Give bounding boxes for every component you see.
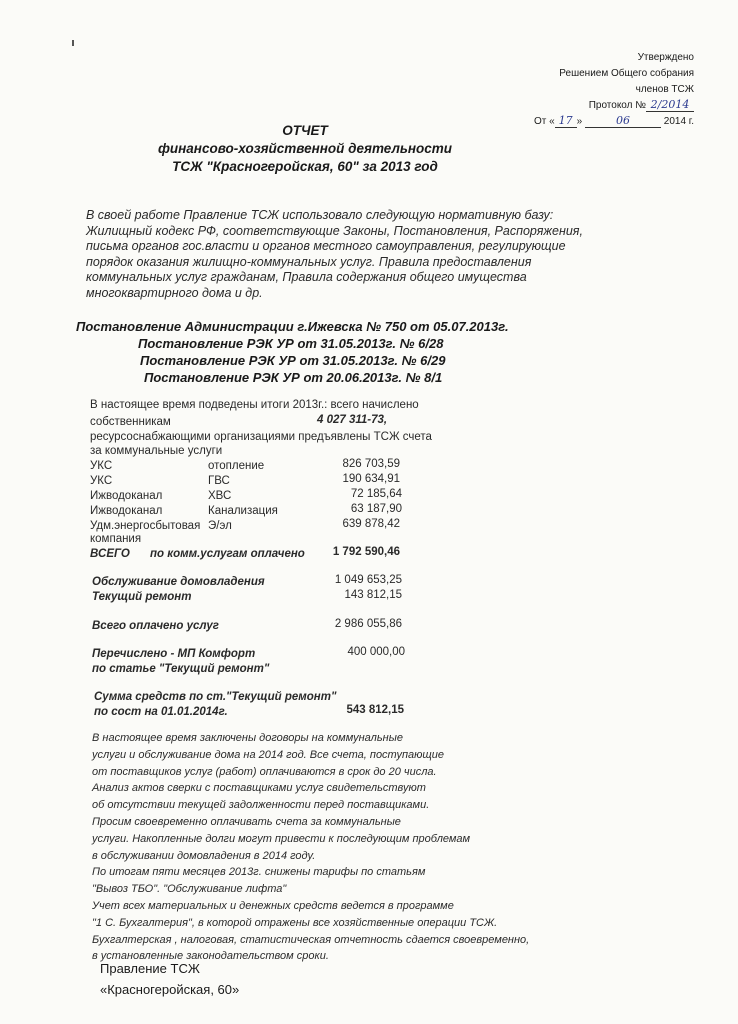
date-mid: » xyxy=(576,116,583,127)
report-title xyxy=(140,122,470,176)
transfer-line-2: по статье "Текущий ремонт" xyxy=(92,663,270,675)
closing-line: Анализ актов сверки с поставщиками услуг свидетельствуют xyxy=(92,782,426,795)
total-label: ВСЕГО xyxy=(90,548,130,560)
decree-item: Постановление РЭК УР от 31.05.2013г. № 6/29 xyxy=(140,353,446,368)
repair-sum-amount: 543 812,15 xyxy=(346,704,404,716)
date-month: 06 xyxy=(585,115,661,128)
services-total-amount: 2 986 055,86 xyxy=(334,618,402,630)
approval-date-line xyxy=(534,114,694,130)
utility-service: Канализация xyxy=(208,505,278,517)
utility-org: Ижводоканал xyxy=(90,490,163,502)
closing-line: в обслуживании домовладения в 2014 году. xyxy=(92,849,316,862)
utility-service: ГВС xyxy=(208,475,230,487)
date-prefix: От « xyxy=(533,116,555,127)
closing-line: от поставщиков услуг (работ) оплачиваются в срок до 20 числа. xyxy=(92,765,437,778)
utility-amount: 639 878,42 xyxy=(342,518,400,530)
intro-line: коммунальных услуг гражданам, Правила содержания общего имущества xyxy=(86,270,527,284)
approval-line-1: Утверждено xyxy=(637,52,694,63)
closing-line: услуги и обслуживание дома на 2014 год. Все счета, поступающие xyxy=(92,748,445,761)
closing-line: Учет всех материальных и денежных средств ведется в программе xyxy=(92,899,454,912)
title-line-2: финансово-хозяйственной деятельности xyxy=(157,141,453,156)
intro-paragraph xyxy=(86,208,583,301)
accrual-owners-label: собственникам xyxy=(90,416,171,428)
title-line-1: ОТЧЕТ xyxy=(282,123,328,138)
accrual-line-4: за коммунальные услуги xyxy=(90,445,223,457)
repair-sum-line-2: по сост на 01.01.2014г. xyxy=(94,706,228,718)
approval-block xyxy=(534,50,694,130)
utility-org-cont: компания xyxy=(90,533,142,545)
closing-paragraph xyxy=(92,730,529,965)
repair-label: Текущий ремонт xyxy=(92,591,192,603)
closing-line: По итогам пяти месяцев 2013г. снижены тарифы по статьям xyxy=(92,866,426,879)
services-total-label: Всего оплачено услуг xyxy=(92,620,219,632)
repair-sum-line-1: Сумма средств по ст."Текущий ремонт" xyxy=(94,691,337,703)
closing-line: Просим своевременно оплачивать счета за коммунальные xyxy=(92,815,401,828)
intro-line: порядок оказания жилищно-коммунальных услуг. Правила предоставления xyxy=(86,254,532,269)
closing-line: В настоящее время заключены договоры на коммунальные xyxy=(92,732,403,744)
intro-line: В своей работе Правление ТСЖ использовало следующую нормативную базу: xyxy=(86,208,554,222)
signature-line-2: «Красногеройская, 60» xyxy=(100,982,240,997)
transfer-amount: 400 000,00 xyxy=(347,646,405,658)
utility-org: УКС xyxy=(90,475,113,487)
decree-item: Постановление РЭК УР от 31.05.2013г. № 6/28 xyxy=(138,336,444,351)
total-amount: 1 792 590,46 xyxy=(332,546,400,558)
protocol-number: 2/2014 xyxy=(646,99,694,112)
signature-line-1: Правление ТСЖ xyxy=(100,961,200,976)
decree-item: Постановление РЭК УР от 20.06.2013г. № 8/1 xyxy=(144,370,443,385)
intro-line: многоквартирного дома и др. xyxy=(86,285,263,300)
title-line-3: ТСЖ "Красногеройская, 60" за 2013 год xyxy=(172,159,438,174)
scan-mark xyxy=(72,40,74,46)
accrual-amount: 4 027 311-73, xyxy=(317,414,388,426)
utility-org: Ижводоканал xyxy=(90,505,163,517)
protocol-line xyxy=(534,98,694,114)
transfer-line-1: Перечислено - МП Комфорт xyxy=(92,648,256,660)
closing-line: "1 С. Бухгалтерия", в которой отражены все хозяйственные операции ТСЖ. xyxy=(92,916,498,929)
maintenance-label: Обслуживание домовладения xyxy=(92,576,265,588)
utility-amount: 190 634,91 xyxy=(342,473,400,485)
accrual-line-1: В настоящее время подведены итоги 2013г.: всего начислено xyxy=(90,399,419,411)
utility-org: Удм.энергосбытовая xyxy=(90,520,201,532)
utility-amount: 63 187,90 xyxy=(350,503,402,515)
decree-item: Постановление Администрации г.Ижевска № 750 от 05.07.2013г. xyxy=(76,319,509,334)
utility-service: Э/эл xyxy=(208,520,232,532)
repair-amount: 143 812,15 xyxy=(344,589,402,601)
approval-line-2: Решением Общего собрания xyxy=(559,68,694,79)
utility-amount: 826 703,59 xyxy=(342,458,400,470)
intro-line: письма органов гос.власти и органов местного самоуправления, регулирующие xyxy=(86,239,566,253)
utility-service: ХВС xyxy=(208,490,232,502)
closing-line: Бухгалтерская , налоговая, статистическая отчетность сдается своевременно, xyxy=(92,933,530,946)
utility-amount: 72 185,64 xyxy=(350,488,402,500)
intro-line: Жилищный кодекс РФ, соответствующие Законы, Постановления, Распоряжения, xyxy=(86,223,583,238)
closing-line: об отсутствии текущей задолженности перед поставщиками. xyxy=(92,799,430,812)
utility-service: отопление xyxy=(208,460,265,472)
total-label-2: по комм.услугам оплачено xyxy=(150,548,305,560)
closing-line: услуги. Накопленные долги могут привести к последующим проблемам xyxy=(92,832,471,845)
accrual-line-3: ресурсоснабжающими организациями предъявлены ТСЖ счета xyxy=(90,431,432,443)
date-year: 2014 г. xyxy=(663,116,694,127)
date-day: 17 xyxy=(555,115,577,128)
maintenance-amount: 1 049 653,25 xyxy=(334,574,402,586)
signature-block xyxy=(100,958,239,1000)
closing-line: в установленные законодательством сроки. xyxy=(92,950,329,963)
utility-org: УКС xyxy=(90,460,113,472)
closing-line: "Вывоз ТБО". "Обслуживание лифта" xyxy=(92,883,287,896)
protocol-label: Протокол № xyxy=(588,100,646,111)
approval-line-3: членов ТСЖ xyxy=(635,84,694,95)
